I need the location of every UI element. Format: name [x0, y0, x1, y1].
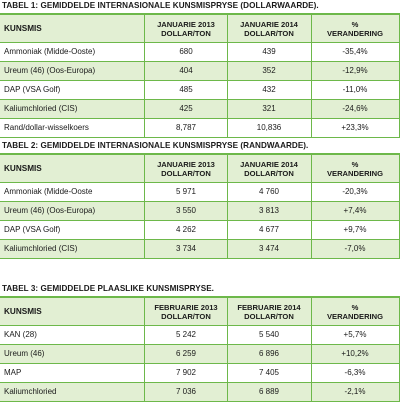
row-value-2013: 485: [179, 85, 193, 94]
row-value-2014: 4 677: [258, 225, 280, 234]
table-3-title: TABEL 3: GEMIDDELDE PLAASLIKE KUNSMISPRYSE.: [1, 283, 214, 293]
row-label: Kaliumchloried (CIS): [4, 244, 78, 253]
table-row: [0, 183, 400, 202]
row-value-2014: 432: [262, 85, 276, 94]
row-label: DAP (VSA Golf): [4, 225, 61, 234]
row-value-change: -35,4%: [342, 47, 368, 56]
table-3-header: [0, 296, 400, 326]
row-value-change: -12,9%: [342, 66, 368, 75]
row-value-change: +5,7%: [343, 330, 367, 339]
row-value-2013: 404: [179, 66, 193, 75]
row-value-change: -11,0%: [342, 85, 368, 94]
column-divider: [227, 153, 228, 259]
table-row: [0, 326, 400, 345]
column-divider: [311, 153, 312, 259]
row-value-2014: 4 760: [258, 187, 280, 196]
row-label: DAP (VSA Golf): [4, 85, 61, 94]
row-value-2013: 8,787: [175, 123, 197, 132]
header-col-2013: JANUARIE 2013 DOLLAR/TON: [157, 19, 215, 38]
table-row: [0, 240, 400, 259]
column-divider: [311, 13, 312, 138]
table-3-block: [0, 283, 400, 402]
table-1-header: [0, 13, 400, 43]
table-1-title: TABEL 1: GEMIDDELDE INTERNASIONALE KUNSMISPRYSE (DOLLARWAARDE).: [1, 0, 319, 10]
row-value-2013: 425: [179, 104, 193, 113]
row-value-2013: 5 242: [175, 330, 197, 339]
column-divider: [144, 296, 145, 402]
row-value-change: -20,3%: [342, 187, 368, 196]
table-2-header: [0, 153, 400, 183]
header-col-2013: FEBRUARIE 2013 DOLLAR/TON: [154, 302, 218, 321]
header-col-2013: JANUARIE 2013 DOLLAR/TON: [157, 159, 215, 178]
row-value-2014: 10,836: [256, 123, 282, 132]
table-1-block: [0, 0, 400, 138]
column-divider: [144, 153, 145, 259]
row-value-2013: 3 550: [175, 206, 197, 215]
table-row: [0, 383, 400, 402]
row-label: Ureum (46) (Oos-Europa): [4, 206, 96, 215]
table-row: [0, 100, 400, 119]
header-col-change: % VERANDERING: [326, 19, 384, 38]
row-value-2013: 3 734: [175, 244, 197, 253]
column-divider: [311, 296, 312, 402]
table-row: [0, 119, 400, 138]
row-value-change: +23,3%: [341, 123, 369, 132]
row-value-2013: 6 259: [175, 349, 197, 358]
row-value-change: +7,4%: [343, 206, 367, 215]
row-value-2014: 6 889: [258, 387, 280, 396]
row-label: Ureum (46): [4, 349, 45, 358]
row-value-2014: 5 540: [258, 330, 280, 339]
row-value-2013: 680: [179, 47, 193, 56]
row-value-2014: 3 813: [258, 206, 280, 215]
row-value-change: -6,3%: [344, 368, 366, 377]
table-row: [0, 81, 400, 100]
table-row: [0, 364, 400, 383]
table-2: [0, 153, 400, 259]
header-kunsmis: KUNSMIS: [4, 24, 42, 33]
row-value-2013: 4 262: [175, 225, 197, 234]
row-label: Ammoniak (Midde-Ooste: [4, 187, 93, 196]
row-label: MAP: [4, 368, 22, 377]
table-row: [0, 202, 400, 221]
column-divider: [227, 13, 228, 138]
row-value-change: +10,2%: [341, 349, 369, 358]
table-1: [0, 13, 400, 138]
column-divider: [144, 13, 145, 138]
header-col-2014: JANUARIE 2014 DOLLAR/TON: [240, 159, 298, 178]
row-label: Rand/dollar-wisselkoers: [4, 123, 89, 132]
row-value-2014: 6 896: [258, 349, 280, 358]
row-value-2013: 7 036: [175, 387, 197, 396]
row-value-change: -7,0%: [344, 244, 366, 253]
row-label: KAN (28): [4, 330, 37, 339]
row-value-2014: 3 474: [258, 244, 280, 253]
table-2-block: [0, 140, 400, 259]
header-col-change: % VERANDERING: [326, 159, 384, 178]
row-value-change: -24,6%: [342, 104, 368, 113]
column-divider: [227, 296, 228, 402]
row-label: Ureum (46) (Oos-Europa): [4, 66, 96, 75]
row-value-2014: 439: [262, 47, 276, 56]
row-value-2013: 7 902: [175, 368, 197, 377]
row-label: Kaliumchloried (CIS): [4, 104, 78, 113]
header-kunsmis: KUNSMIS: [4, 307, 42, 316]
table-row: [0, 43, 400, 62]
header-col-2014: FEBRUARIE 2014 DOLLAR/TON: [237, 302, 301, 321]
table-3: [0, 296, 400, 402]
row-value-change: -2,1%: [344, 387, 366, 396]
header-kunsmis: KUNSMIS: [4, 164, 42, 173]
row-value-2013: 5 971: [175, 187, 197, 196]
row-value-2014: 352: [262, 66, 276, 75]
row-value-2014: 321: [262, 104, 276, 113]
header-col-2014: JANUARIE 2014 DOLLAR/TON: [240, 19, 298, 38]
row-label: Kaliumchloried: [4, 387, 57, 396]
row-value-change: +9,7%: [343, 225, 367, 234]
table-row: [0, 221, 400, 240]
table-row: [0, 345, 400, 364]
row-value-2014: 7 405: [258, 368, 280, 377]
header-col-change: % VERANDERING: [326, 302, 384, 321]
table-row: [0, 62, 400, 81]
row-label: Ammoniak (Midde-Ooste): [4, 47, 96, 56]
table-2-title: TABEL 2: GEMIDDELDE INTERNASIONALE KUNSMISPRYSE (RANDWAARDE).: [1, 140, 309, 150]
